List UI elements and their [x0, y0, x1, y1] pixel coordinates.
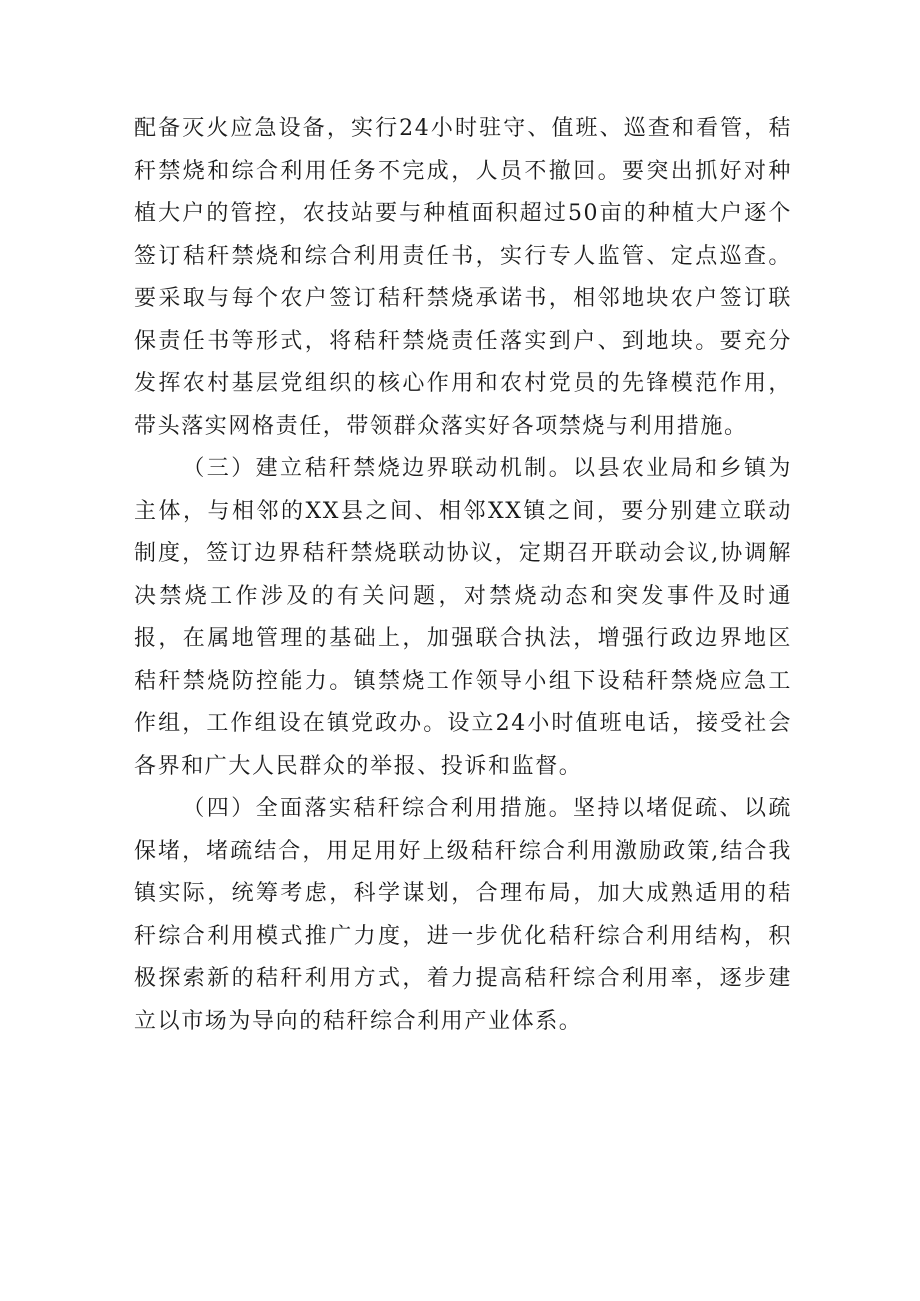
- document-page: [134, 108, 792, 1043]
- paragraph-section-4: （四）全面落实秸秆综合利用措施。坚持以堵促疏、以疏保堵，堵疏结合，用足用好上级秸秆综合利用激励政策,结合我镇实际，统筹考虑，科学谋划，合理布局，加大成熟适用的秸秆综合利用模式推广力度，进一步优化秸秆综合利用结构，积极探索新的秸秆利用方式，着力提高秸秆综合利用率，逐步建立以市场为导向的秸秆综合利用产业体系。: [134, 796, 792, 1034]
- paragraph-section-3: （三）建立秸秆禁烧边界联动机制。以县农业局和乡镇为主体，与相邻的XX县之间、相邻XX镇之间，要分别建立联动制度，签订边界秸秆禁烧联动协议，定期召开联动会议,协调解决禁烧工作涉及的有关问题，对禁烧动态和突发事件及时通报，在属地管理的基础上，加强联合执法，增强行政边界地区秸秆禁烧防控能力。镇禁烧工作领导小组下设秸秆禁烧应急工作组，工作组设在镇党政办。设立24小时值班电话，接受社会各界和广大人民群众的举报、投诉和监督。: [134, 456, 792, 779]
- paragraph-continuation: 配备灭火应急设备，实行24小时驻守、值班、巡查和看管，秸秆禁烧和综合利用任务不完成，人员不撤回。要突出抓好对种植大户的管控，农技站要与种植面积超过50亩的种植大户逐个签订秸秆禁烧和综合利用责任书，实行专人监管、定点巡查。要采取与每个农户签订秸秆禁烧承诺书，相邻地块农户签订联保责任书等形式，将秸秆禁烧责任落实到户、到地块。要充分发挥农村基层党组织的核心作用和农村党员的先锋模范作用，带头落实网格责任，带领群众落实好各项禁烧与利用措施。: [134, 116, 792, 439]
